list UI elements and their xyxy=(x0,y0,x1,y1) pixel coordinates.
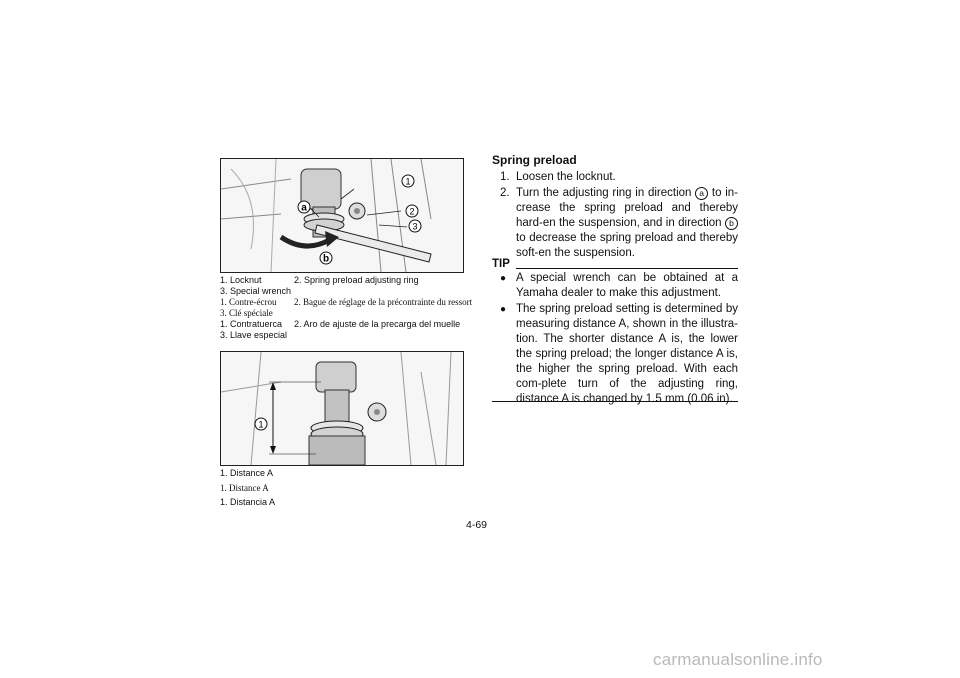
step-1-number: 1. xyxy=(500,171,510,183)
bullet-icon: ● xyxy=(500,273,507,284)
step-2-number: 2. xyxy=(500,187,510,199)
caption1-english xyxy=(220,275,480,297)
svg-text:a: a xyxy=(301,202,307,214)
step-2-text-part-2: to in-crease the spring preload and thereby hard-en the suspension, and in direction xyxy=(516,187,738,229)
caption1-en-item-1: 1. Locknut xyxy=(220,275,262,285)
section-heading: Spring preload xyxy=(492,153,577,167)
svg-text:b: b xyxy=(322,253,330,265)
direction-b-label xyxy=(320,252,332,265)
figure-spring-adjust-illustration xyxy=(221,159,463,272)
figure-distance-a xyxy=(220,351,464,466)
step-2-text xyxy=(516,186,738,261)
direction-b-symbol: b xyxy=(725,217,738,230)
caption1-en-item-3: 3. Special wrench xyxy=(220,286,292,296)
caption2-spanish: 1. Distancia A xyxy=(220,497,276,507)
figure-spring-adjust xyxy=(220,158,464,273)
step-2-text-part-1: Turn the adjusting ring in direction xyxy=(516,187,692,199)
tip-bullet-2-text: The spring preload setting is determined by measuring distance A, shown in the illustra-tion. The shorter distance A is, the lower the spring preload; the longer distance A is, the higher the spring preload. With each com-plete turn of the adjusting ring, distance A is changed by 1.5 mm (0.06 in). xyxy=(516,303,738,405)
caption1-fr-item-2: 2. Bague de réglage de la précontrainte du ressort xyxy=(294,297,473,307)
tip-bullet-1 xyxy=(500,271,738,301)
tip-end-rule xyxy=(492,401,738,402)
direction-a-symbol: a xyxy=(695,187,708,200)
tip-bullet-1-text: A special wrench can be obtained at a Yamaha dealer to make this adjustment. xyxy=(516,272,738,299)
caption1-es-item-1: 1. Contratuerca xyxy=(220,319,283,329)
direction-a-label xyxy=(298,201,310,214)
caption1-fr-item-1: 1. Contre-écrou xyxy=(220,297,277,307)
caption1-fr-item-3: 3. Clé spéciale xyxy=(220,308,273,318)
tip-label: TIP xyxy=(492,258,510,270)
step-2-text-part-3: to decrease the spring preload and thereby soft-en the suspension. xyxy=(516,232,738,259)
tip-header xyxy=(492,258,738,272)
figure-distance-a-illustration xyxy=(221,352,463,465)
step-1-text: Loosen the locknut. xyxy=(516,171,616,183)
svg-text:3: 3 xyxy=(412,221,418,232)
tip-bullet-2 xyxy=(500,302,738,407)
watermark-link[interactable]: carmanualsonline.info xyxy=(653,650,823,669)
callout-2 xyxy=(406,205,418,217)
caption2-english: 1. Distance A xyxy=(220,468,274,478)
callout-3 xyxy=(409,220,421,232)
tip-rule xyxy=(516,268,738,269)
callout-1 xyxy=(402,175,414,187)
caption1-spanish xyxy=(220,319,480,341)
caption1-en-item-2: 2. Spring preload adjusting ring xyxy=(294,275,419,285)
caption1-french xyxy=(220,297,480,319)
callout-distance-1 xyxy=(255,418,267,430)
svg-text:2: 2 xyxy=(409,206,415,217)
svg-text:1: 1 xyxy=(405,176,411,187)
bullet-icon: ● xyxy=(500,304,507,315)
step-1 xyxy=(500,170,738,185)
step-2 xyxy=(500,186,738,261)
page-number: 4-69 xyxy=(466,519,488,531)
caption2-french: 1. Distance A xyxy=(220,483,269,493)
svg-text:1: 1 xyxy=(258,419,264,430)
caption1-es-item-2: 2. Aro de ajuste de la precarga del muelle xyxy=(294,319,461,329)
caption1-es-item-3: 3. Llave especial xyxy=(220,330,288,340)
